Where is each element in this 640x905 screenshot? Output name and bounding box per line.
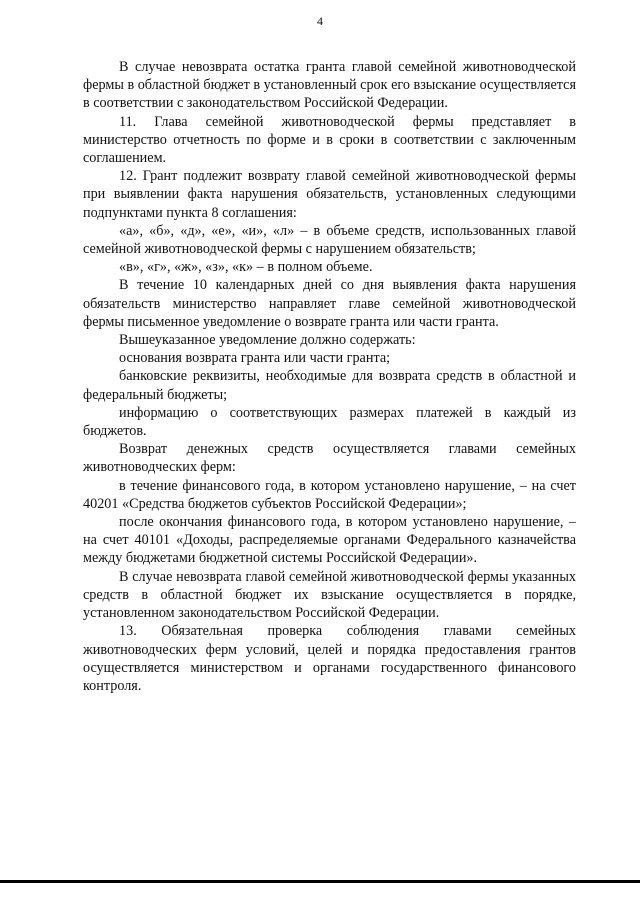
paragraph-refund-balance: В случае невозврата остатка гранта главой семейной животноводческой фермы в областной бюджет в установленный срок его взыскание осуществляется в соответствии с законодательством Российской Федерации. xyxy=(83,59,576,112)
paragraph-return-grounds: основания возврата гранта или части гранта; xyxy=(119,350,391,367)
paragraph-subitems-partial: «а», «б», «д», «е», «и», «л» – в объеме средств, использованных главой семейной животноводческой фермы с нарушением обязательств; xyxy=(83,222,576,258)
bottom-border-line xyxy=(0,880,640,883)
paragraph-payment-info: информацию о соответствующих размерах платежей в каждый из бюджетов. xyxy=(83,404,576,440)
paragraph-notice-deadline: В течение 10 календарных дней со дня выявления факта нарушения обязательств министерство направляет главе семейной животноводческой фермы письменное уведомление о возврате гранта или части гранта. xyxy=(83,277,576,330)
page-number: 4 xyxy=(317,14,323,28)
paragraph-non-return-recovery: В случае невозврата главой семейной животноводческой фермы указанных средств в областной бюджет их взыскание осуществляется в порядке, установленном законодательством Российской Федерации. xyxy=(83,568,576,622)
paragraph-bank-details: банковские реквизиты, необходимые для возврата средств в областной и федеральный бюджеты; xyxy=(83,368,576,403)
paragraph-after-year-account: после окончания финансового года, в котором установлено нарушение, – на счет 40101 «Доходы, распределяемые органами Федерального казначейства между бюджетами бюджетной системы Российской Федерации». xyxy=(83,514,576,567)
paragraph-subitems-full: «в», «г», «ж», «з», «к» – в полном объеме. xyxy=(119,259,373,276)
paragraph-13-inspection: 13. Обязательная проверка соблюдения главами семейных животноводческих ферм условий, целей и порядка предоставления грантов осуществляется министерством и органами государственного финансового контроля. xyxy=(83,623,576,694)
document-body xyxy=(83,58,576,695)
paragraph-current-year-account: в течение финансового года, в котором установлено нарушение, – на счет 40201 «Средства бюджетов субъектов Российской Федерации»; xyxy=(83,477,576,512)
paragraph-12-grant-return: 12. Грант подлежит возврату главой семейной животноводческой фермы при выявлении факта нарушения обязательств, установленных следующими подпунктами пункта 8 соглашения: xyxy=(83,168,576,221)
paragraph-11-reporting: 11. Глава семейной животноводческой фермы представляет в министерство отчетность по форме и в сроки в соответствии с заключенным соглашением. xyxy=(83,113,576,167)
paragraph-refund-method: Возврат денежных средств осуществляется главами семейных животноводческих ферм: xyxy=(83,441,576,476)
paragraph-notice-contents: Вышеуказанное уведомление должно содержать: xyxy=(119,332,416,349)
